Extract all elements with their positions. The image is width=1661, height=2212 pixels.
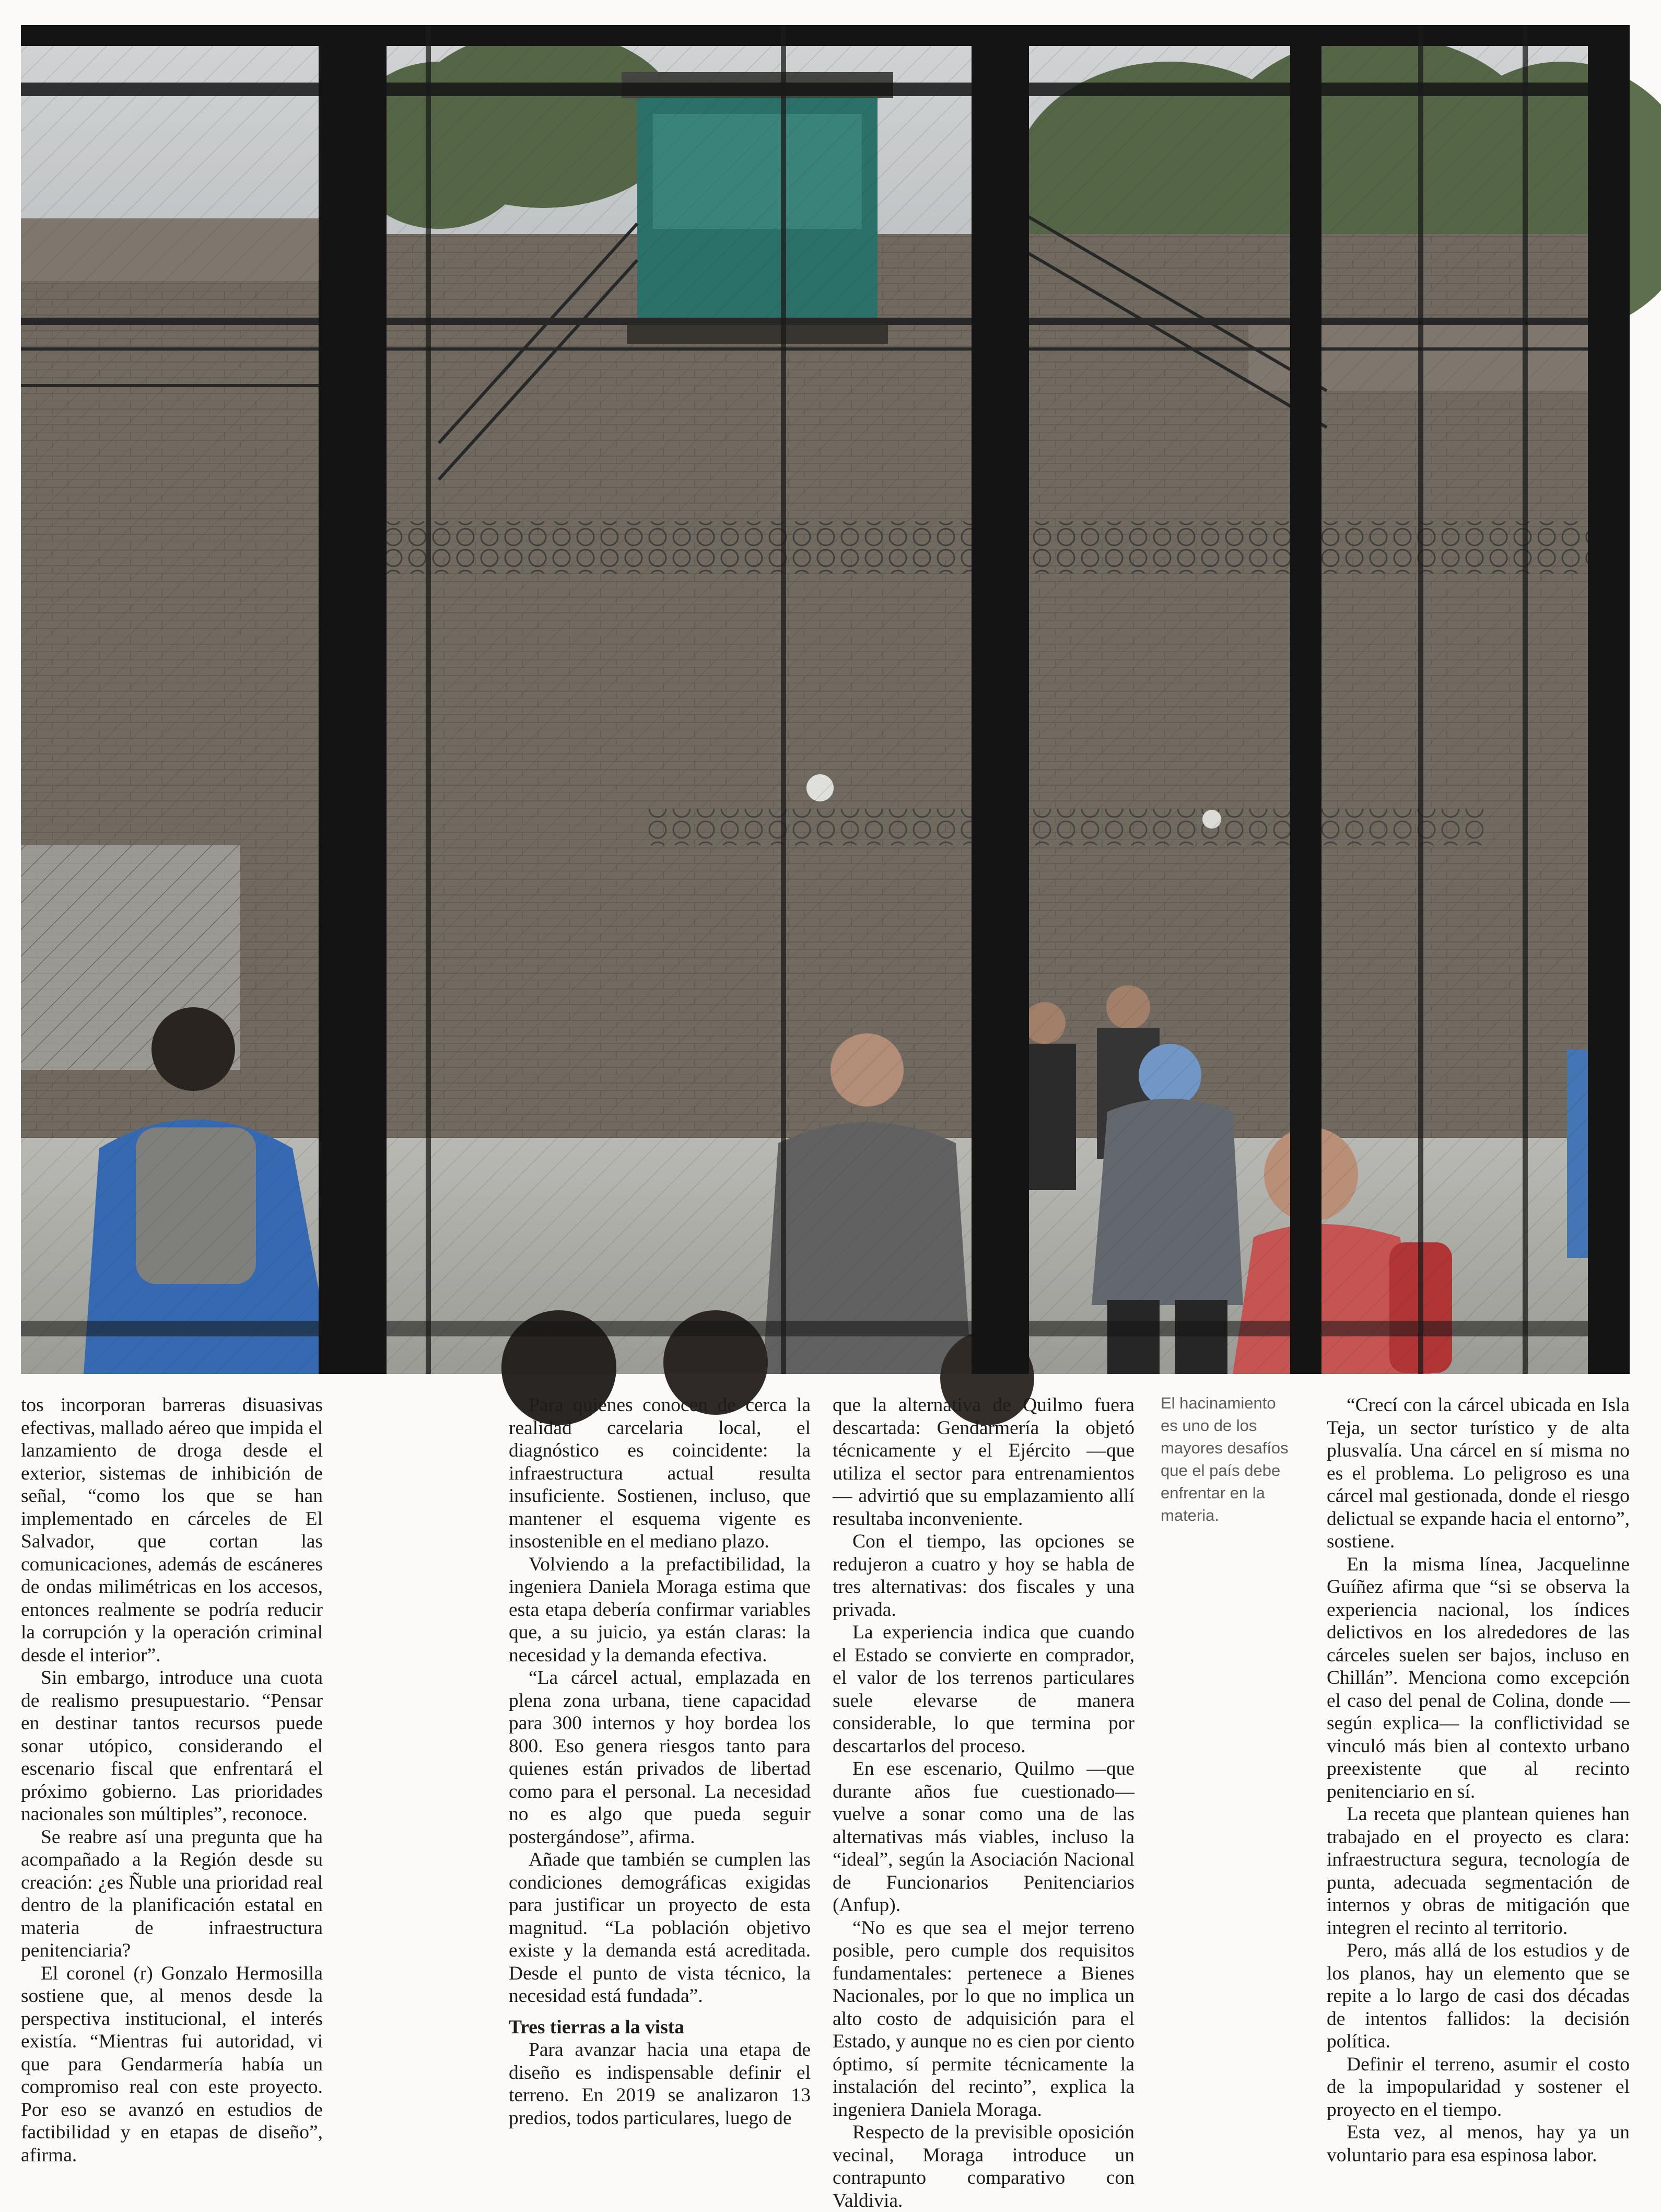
- article-column-3: [833, 1394, 1134, 2211]
- paragraph: Respecto de la previsible oposición vecinal, Moraga introduce un contrapunto comparativo con Valdivia.: [833, 2122, 1134, 2211]
- paragraph: Definir el terreno, asumir el costo de la impopularidad y sostener el proyecto en el tiempo.: [1327, 2053, 1630, 2121]
- paragraph: La receta que plantean quienes han trabajado en el proyecto es clara: infraestructura segura, tecnología de punta, adecuada segmentación de internos y obras de mitigación que integren el recinto al territorio.: [1327, 1803, 1630, 1939]
- paragraph: Para quienes conocen de cerca la realidad carcelaria local, el diagnóstico es coincidente: la infraestructura actual resulta insuficiente. Sostienen, incluso, que mantener el esquema vigente es insostenible en el mediano plazo.: [509, 1394, 811, 1552]
- paragraph: Añade que también se cumplen las condiciones demográficas exigidas para justificar un proyecto de esta magnitud. “La población objetivo existe y la demanda está acreditada. Desde el punto de vista técnico, la necesidad está fundada”.: [509, 1849, 811, 2007]
- paragraph: Se reabre así una pregunta que ha acompañado a la Región desde su creación: ¿es Ñuble una prioridad real dentro de la planificación estatal en materia de infraestructura penitenciaria?: [21, 1826, 323, 1961]
- paragraph: En ese escenario, Quilmo —que durante años fue cuestionado— vuelve a sonar como una de las alternativas más viables, incluso la “ideal”, según la Asociación Nacional de Funcionarios Penitenciarios (Anfup).: [833, 1758, 1134, 1916]
- paragraph: En la misma línea, Jacquelinne Guíñez afirma que “si se observa la experiencia nacional, los índices delictivos en los alrededores de las cárceles suelen ser bajos, incluso en Chillán”. Menciona como excepción el caso del penal de Colina, donde —según explica— la conflictividad se vinculó más bien al contexto urbano preexistente que al recinto penitenciario en sí.: [1327, 1553, 1630, 1802]
- paragraph: Sin embargo, introduce una cuota de realismo presupuestario. “Pensar en destinar tantos recursos puede sonar utópico, considerando el escenario fiscal que enfrentará el próximo gobierno. Las prioridades nacionales son múltiples”, reconoce.: [21, 1667, 323, 1825]
- paragraph: “Crecí con la cárcel ubicada en Isla Teja, un sector turístico y de alta plusvalía. Una cárcel en sí misma no es el problema. Lo peligroso es una cárcel mal gestionada, donde el riesgo delictual se expande hacia el entorno”, sostiene.: [1327, 1394, 1630, 1552]
- paragraph: “No es que sea el mejor terreno posible, pero cumple dos requisitos fundamentales: pertenece a Bienes Nacionales, por lo que no implica un alto costo de adquisición para el Estado, y aunque no es cien por ciento óptimo, sí permite técnicamente la instalación del recinto”, explica la ingeniera Daniela Moraga.: [833, 1917, 1134, 2121]
- paragraph: que la alternativa de Quilmo fuera descartada: Gendarmería la objetó técnicamente y el Ejército —que utiliza el sector para entrenamientos— advirtió que su emplazamiento allí resultaba inconveniente.: [833, 1394, 1134, 1530]
- paragraph: La experiencia indica que cuando el Estado se convierte en comprador, el valor de los terrenos particulares suele elevarse de manera considerable, lo que termina por descartarlos del proceso.: [833, 1622, 1134, 1757]
- photo-caption: El hacinamiento es uno de los mayores desafíos que el país debe enfrentar en la materia.: [1161, 1394, 1289, 1524]
- paragraph: El coronel (r) Gonzalo Hermosilla sostiene que, al menos desde la perspectiva institucional, el interés existía. “Mientras fui autoridad, vi que para Gendarmería había un compromiso real con este proyecto. Por eso se avanzó en estudios de factibilidad y en etapas de diseño”, afirma.: [21, 1962, 323, 2166]
- paragraph: tos incorporan barreras disuasivas efectivas, mallado aéreo que impida el lanzamiento de droga desde el exterior, sistemas de inhibición de señal, “como los que se han implementado en cárceles de El Salvador, que cortan las comunicaciones, además de escáneres de ondas milimétricas en los accesos, entonces realmente se podría reducir la corrupción y la operación criminal desde el interior”.: [21, 1394, 323, 1666]
- paragraph: “La cárcel actual, emplazada en plena zona urbana, tiene capacidad para 300 internos y hoy bordea los 800. Eso genera riesgos tanto para quienes están privados de libertad como para el personal. La necesidad no es algo que pueda seguir postergándose”, afirma.: [509, 1667, 811, 1848]
- article-column-2: [509, 1394, 811, 2188]
- paragraph: Con el tiempo, las opciones se redujeron a cuatro y hoy se habla de tres alternativas: dos fiscales y una privada.: [833, 1531, 1134, 1621]
- paragraph: Esta vez, al menos, hay ya un voluntario para esa espinosa labor.: [1327, 2122, 1630, 2166]
- prison-photo: [21, 25, 1630, 1374]
- paragraph: Para avanzar hacia una etapa de diseño es indispensable definir el terreno. En 2019 se analizaron 13 predios, todos particulares, luego de: [509, 2039, 811, 2129]
- paragraph: Volviendo a la prefactibilidad, la ingeniera Daniela Moraga estima que esta etapa debería confirmar variables que, a su juicio, ya están claras: la necesidad y la demanda efectiva.: [509, 1553, 811, 1666]
- article-column-1: [21, 1394, 323, 2188]
- subheading: Tres tierras a la vista: [509, 2016, 685, 2038]
- article-column-4: [1327, 1394, 1630, 2188]
- paragraph: Pero, más allá de los estudios y de los planos, hay un elemento que se repite a lo largo de casi dos décadas de intentos fallidos: la decisión política.: [1327, 1940, 1630, 2052]
